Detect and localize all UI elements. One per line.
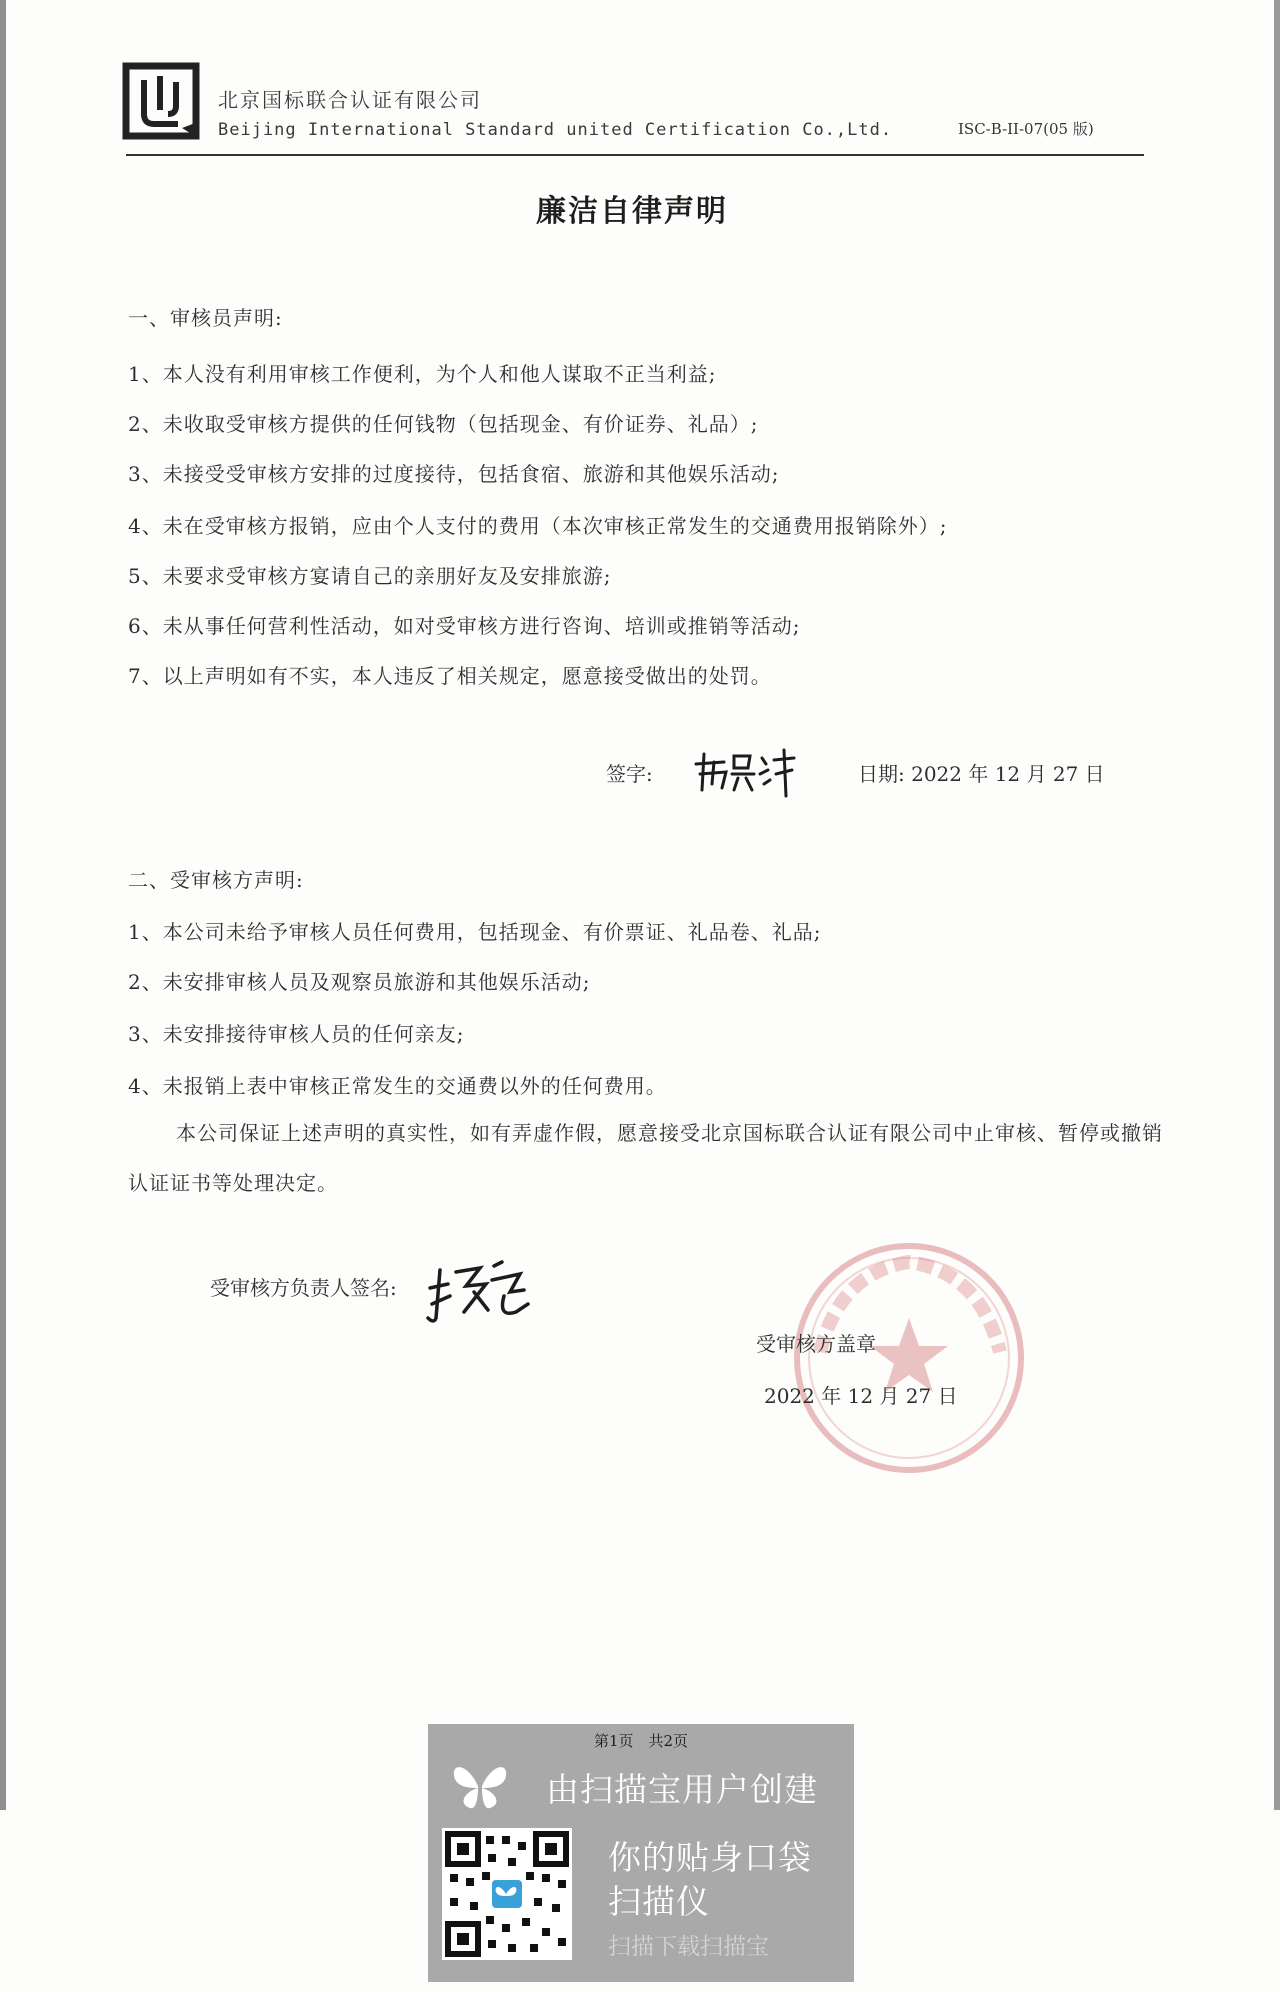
document-code: ISC-B-II-07(05 版) xyxy=(958,120,1094,138)
auditor-item: 6、未从事任何营利性活动，如对受审核方进行咨询、培训或推销等活动; xyxy=(128,614,801,638)
auditor-signature xyxy=(690,744,800,800)
header-divider xyxy=(126,154,1144,156)
auditee-rep-signature xyxy=(424,1252,534,1326)
auditor-item: 2、未收取受审核方提供的任何钱物（包括现金、有价证券、礼品）; xyxy=(128,412,759,436)
scan-edge-left xyxy=(0,0,6,1810)
scan-edge-right xyxy=(1274,0,1280,1810)
auditor-item: 1、本人没有利用审核工作便利，为个人和他人谋取不正当利益; xyxy=(128,362,717,386)
auditor-sign-label: 签字: xyxy=(606,762,653,786)
butterfly-logo-icon xyxy=(450,1758,510,1814)
document-title: 廉洁自律声明 xyxy=(536,194,728,229)
auditee-item: 2、未安排审核人员及观察员旅游和其他娱乐活动; xyxy=(128,970,591,994)
auditor-item: 7、以上声明如有不实，本人违反了相关规定，愿意接受做出的处罚。 xyxy=(128,664,772,688)
auditor-section-heading: 一、审核员声明: xyxy=(128,306,283,330)
auditor-item: 5、未要求受审核方宴请自己的亲朋好友及安排旅游; xyxy=(128,564,612,588)
scanner-watermark xyxy=(428,1724,854,1982)
auditee-item: 4、未报销上表中审核正常发生的交通费以外的任何费用。 xyxy=(128,1074,667,1098)
auditor-date: 日期: 2022 年 12 月 27 日 xyxy=(858,762,1105,786)
created-by-text: 由扫描宝用户创建 xyxy=(546,1770,818,1809)
auditor-item: 4、未在受审核方报销，应由个人支付的费用（本次审核正常发生的交通费用报销除外）; xyxy=(128,514,948,538)
auditee-guarantee: 本公司保证上述声明的真实性，如有弄虚作假，愿意接受北京国标联合认证有限公司中止审核、暂停或撤销认证证书等处理决定。 xyxy=(128,1121,1163,1195)
auditor-item: 3、未接受受审核方安排的过度接待，包括食宿、旅游和其他娱乐活动; xyxy=(128,462,780,486)
company-name-en: Beijing International Standard united Certification Co.,Ltd. xyxy=(218,120,893,140)
auditee-section-heading: 二、受审核方声明: xyxy=(128,868,304,892)
tagline-line-1: 你的贴身口袋 xyxy=(608,1838,812,1877)
company-seal xyxy=(780,1232,1038,1484)
auditee-rep-sign-label: 受审核方负责人签名: xyxy=(210,1276,397,1300)
company-name-cn: 北京国标联合认证有限公司 xyxy=(218,88,482,112)
company-logo-icon xyxy=(122,62,202,142)
seal-label: 受审核方盖章 xyxy=(756,1332,876,1356)
auditee-date: 2022 年 12 月 27 日 xyxy=(764,1384,958,1408)
auditee-item: 3、未安排接待审核人员的任何亲友; xyxy=(128,1022,465,1046)
download-prompt: 扫描下载扫描宝 xyxy=(608,1934,769,1960)
tagline-line-2: 扫描仪 xyxy=(608,1882,710,1921)
qr-code-icon xyxy=(442,1828,572,1960)
auditee-item: 1、本公司未给予审核人员任何费用，包括现金、有价票证、礼品卷、礼品; xyxy=(128,920,822,944)
page-indicator: 第1页 共2页 xyxy=(593,1732,689,1750)
